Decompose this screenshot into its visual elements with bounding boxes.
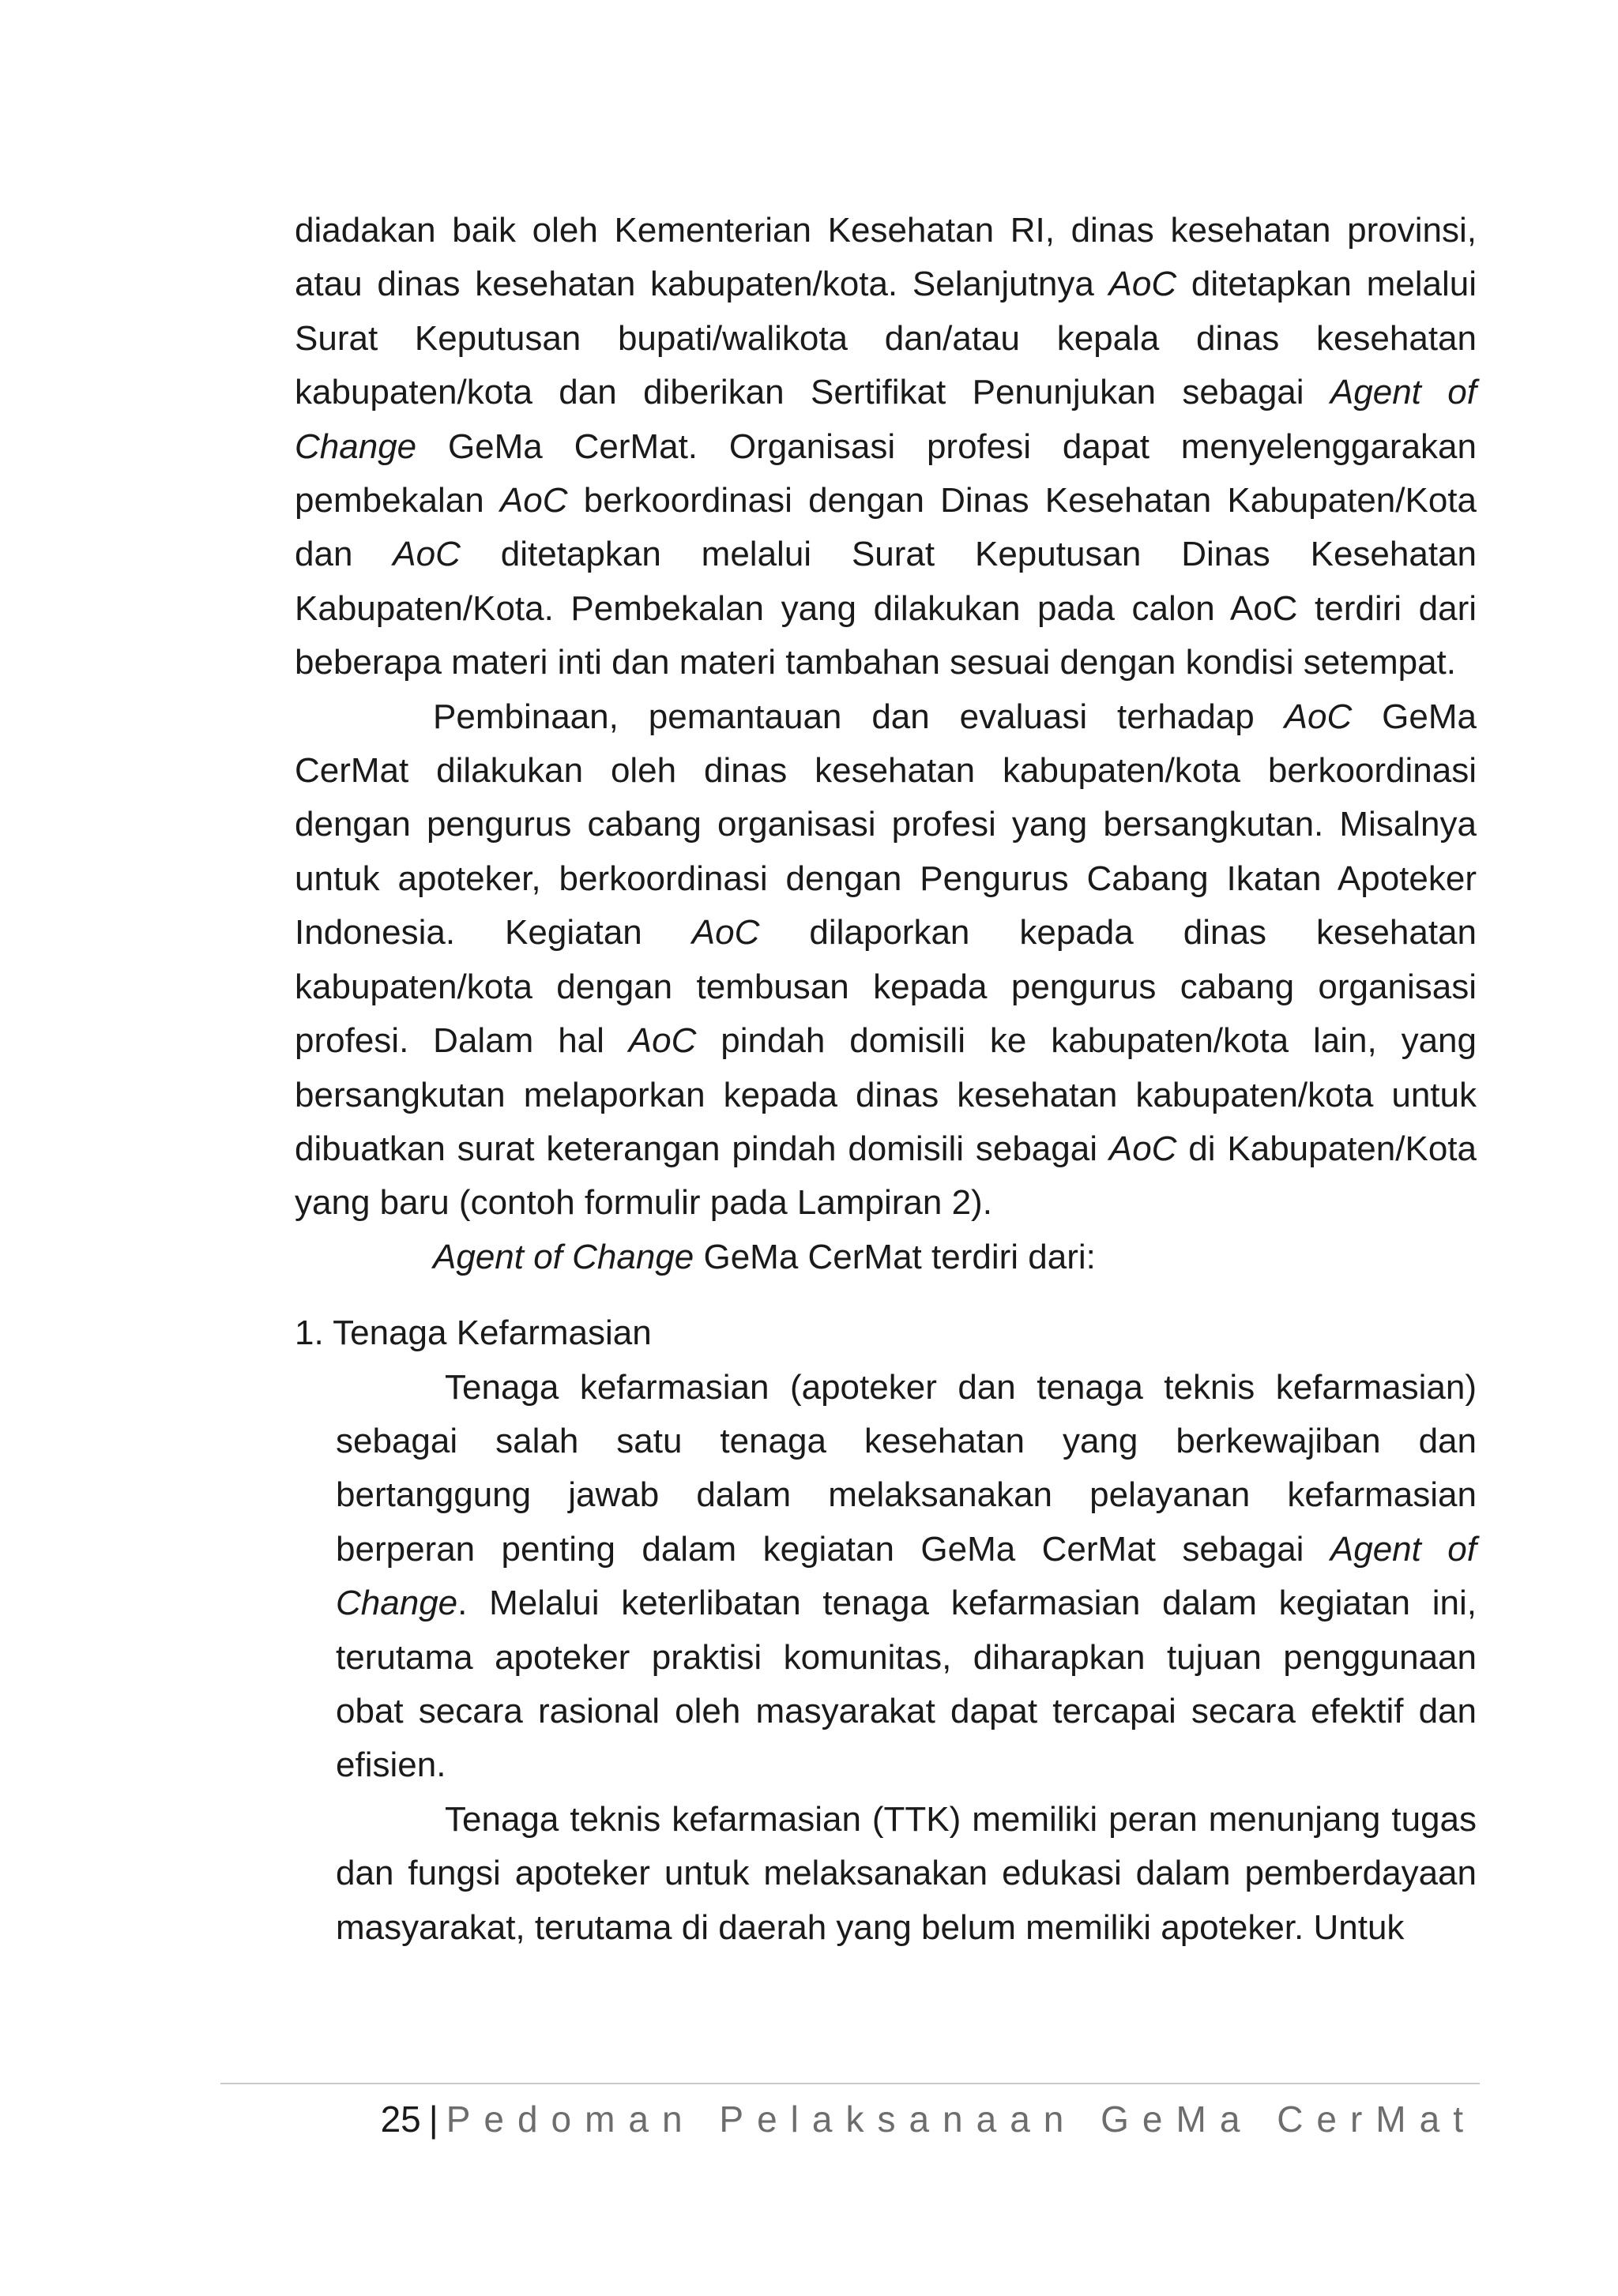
- text-run: GeMa CerMat dilakukan oleh dinas kesehatan kabupaten/kota berkoordinasi dengan pengurus cabang organisasi profesi yang bersangkutan. Misalnya untuk apoteker, berkoordinasi dengan Pengurus Cabang Ikatan Apoteker Indonesia. Kegiatan: [295, 697, 1477, 953]
- text-run: GeMa CerMat. Organisasi profesi dapat menyelenggarakan pembekalan: [295, 427, 1477, 520]
- text-run: dilaporkan kepada dinas kesehatan kabupaten/kota dengan tembusan kepada pengurus cabang organisasi profesi. Dalam hal: [295, 913, 1477, 1061]
- italic-text: AoC: [1284, 697, 1353, 736]
- italic-text: AoC: [1108, 265, 1177, 304]
- paragraph-5: [336, 1793, 1477, 1955]
- list-item-title: 1. Tenaga Kefarmasian: [295, 1313, 652, 1353]
- paragraph-3: [295, 1231, 1477, 1284]
- italic-text: AoC: [691, 913, 760, 953]
- text-run: berkoordinasi dengan Dinas Kesehatan Kabupaten/Kota dan: [295, 481, 1477, 574]
- paragraph-4: [336, 1361, 1477, 1793]
- page-footer: [295, 2091, 1477, 2147]
- text-run: Pembinaan, pemantauan dan evaluasi terhadap: [433, 697, 1285, 736]
- footer-divider: [220, 2083, 1480, 2084]
- italic-text: AoC: [628, 1021, 697, 1061]
- paragraph-1: [295, 204, 1477, 690]
- italic-text: Agent of Change: [295, 373, 1477, 466]
- page-body: [295, 204, 1477, 1955]
- text-run: ditetapkan melalui Surat Keputusan Dinas Kesehatan Kabupaten/Kota. Pembekalan yang dilakukan pada calon AoC terdiri dari beberapa materi inti dan materi tambahan sesuai dengan kondisi setempat.: [295, 535, 1477, 682]
- text-run: . Melalui keterlibatan tenaga kefarmasian dalam kegiatan ini, terutama apoteker praktisi komunitas, diharapkan tujuan penggunaan obat secara rasional oleh masyarakat dapat tercapai secara efektif dan efisien.: [336, 1584, 1477, 1785]
- text-run: ditetapkan melalui Surat Keputusan bupati/walikota dan/atau kepala dinas kesehatan kabupaten/kota dan diberikan Sertifikat Penunjukan sebagai: [295, 265, 1477, 412]
- italic-text: AoC: [1108, 1129, 1177, 1168]
- list-item-body: [295, 1361, 1477, 1955]
- footer-separator: |: [428, 2099, 438, 2140]
- text-run: Tenaga teknis kefarmasian (TTK) memiliki peran menunjang tugas dan fungsi apoteker untuk melaksanakan edukasi dalam pemberdayaan masyarakat, terutama di daerah yang belum memiliki apoteker. Untuk: [336, 1799, 1477, 1947]
- italic-text: Agent of Change: [336, 1529, 1477, 1623]
- paragraph-2: [295, 690, 1477, 1231]
- text-run: diadakan baik oleh Kementerian Kesehatan RI, dinas kesehatan provinsi, atau dinas kesehatan kabupaten/kota. Selanjutnya: [295, 211, 1477, 304]
- footer-document-title: Pedoman Pelaksanaan GeMa CerMat: [446, 2099, 1477, 2140]
- text-run: di Kabupaten/Kota yang baru (contoh formulir pada Lampiran 2).: [295, 1129, 1477, 1223]
- page-number: 25: [380, 2099, 421, 2140]
- italic-text: Agent of Change: [433, 1237, 694, 1276]
- text-run: Tenaga kefarmasian (apoteker dan tenaga teknis kefarmasian) sebagai salah satu tenaga kesehatan yang berkewajiban dan bertanggung jawab dalam melaksanakan pelayanan kefarmasian berperan penting dalam kegiatan GeMa CerMat sebagai: [336, 1367, 1477, 1569]
- italic-text: AoC: [499, 481, 568, 520]
- text-run: GeMa CerMat terdiri dari:: [694, 1237, 1096, 1276]
- text-run: pindah domisili ke kabupaten/kota lain, yang bersangkutan melaporkan kepada dinas kesehatan kabupaten/kota untuk dibuatkan surat keterangan pindah domisili sebagai: [295, 1021, 1477, 1168]
- italic-text: AoC: [393, 535, 461, 574]
